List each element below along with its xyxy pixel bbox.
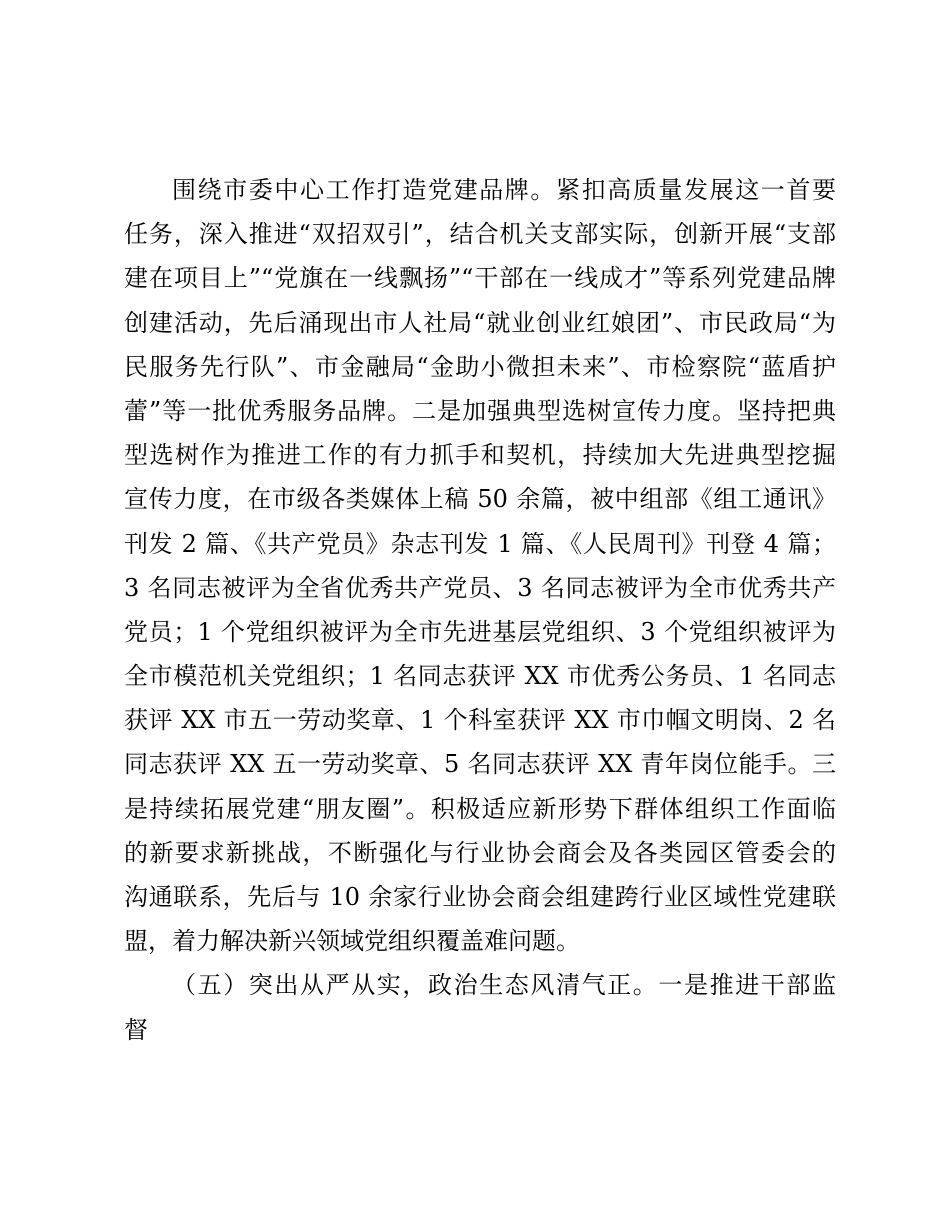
- paragraph-line: 的新要求新挑战，不断强化与行业协会商会及各类园区管委会的: [124, 838, 836, 867]
- paragraph-line: 围绕市委中心工作打造党建品牌。紧扣高质量发展这一首要: [172, 176, 836, 204]
- paragraph-line: 是持续拓展党建“朋友圈”。积极适应新形势下群体组织工作面临: [124, 794, 836, 823]
- paragraph-line: 民服务先行队”、市金融局“金助小微担未来”、市检察院“蓝盾护: [124, 352, 836, 381]
- paragraph-line: 建在项目上”“党旗在一线飘扬”“干部在一线成才”等系列党建品牌: [124, 264, 836, 293]
- paragraph-line: 沟通联系，先后与 10 余家行业协会商会组建跨行业区域性党建联: [124, 883, 836, 911]
- document-body: [124, 168, 836, 1052]
- paragraph-line: 型选树作为推进工作的有力抓手和契机，持续加大先进典型挖掘: [124, 441, 836, 470]
- paragraph-line: 创建活动，先后涌现出市人社局“就业创业红娘团”、市民政局“为: [124, 308, 836, 337]
- paragraph-line: 获评 XX 市五一劳动奖章、1 个科室获评 XX 市巾帼文明岗、2 名: [124, 706, 836, 735]
- section-heading-line: （五）突出从严从实，政治生态风清气正。一是推进干部监: [172, 971, 836, 1000]
- paragraph-line: 刊发 2 篇、《共产党员》杂志刊发 1 篇、《人民周刊》刊登 4 篇；: [124, 529, 836, 558]
- paragraph-line: 督: [124, 1015, 148, 1044]
- paragraph-line: 同志获评 XX 五一劳动奖章、5 名同志获评 XX 青年岗位能手。三: [124, 750, 836, 779]
- paragraph-line: 宣传力度，在市级各类媒体上稿 50 余篇，被中组部《组工通讯》: [124, 485, 836, 514]
- paragraph-line: 党员；1 个党组织被评为全市先进基层党组织、3 个党组织被评为: [124, 617, 836, 646]
- paragraph-line: 全市模范机关党组织；1 名同志获评 XX 市优秀公务员、1 名同志: [124, 662, 836, 691]
- paragraph-line: 盟，着力解决新兴领域党组织覆盖难问题。: [124, 927, 580, 956]
- paragraph-line: 任务，深入推进“双招双引”，结合机关支部实际，创新开展“支部: [124, 220, 836, 249]
- paragraph-line: 蕾”等一批优秀服务品牌。二是加强典型选树宣传力度。坚持把典: [124, 396, 836, 425]
- paragraph-line: 3 名同志被评为全省优秀共产党员、3 名同志被评为全市优秀共产: [124, 573, 836, 602]
